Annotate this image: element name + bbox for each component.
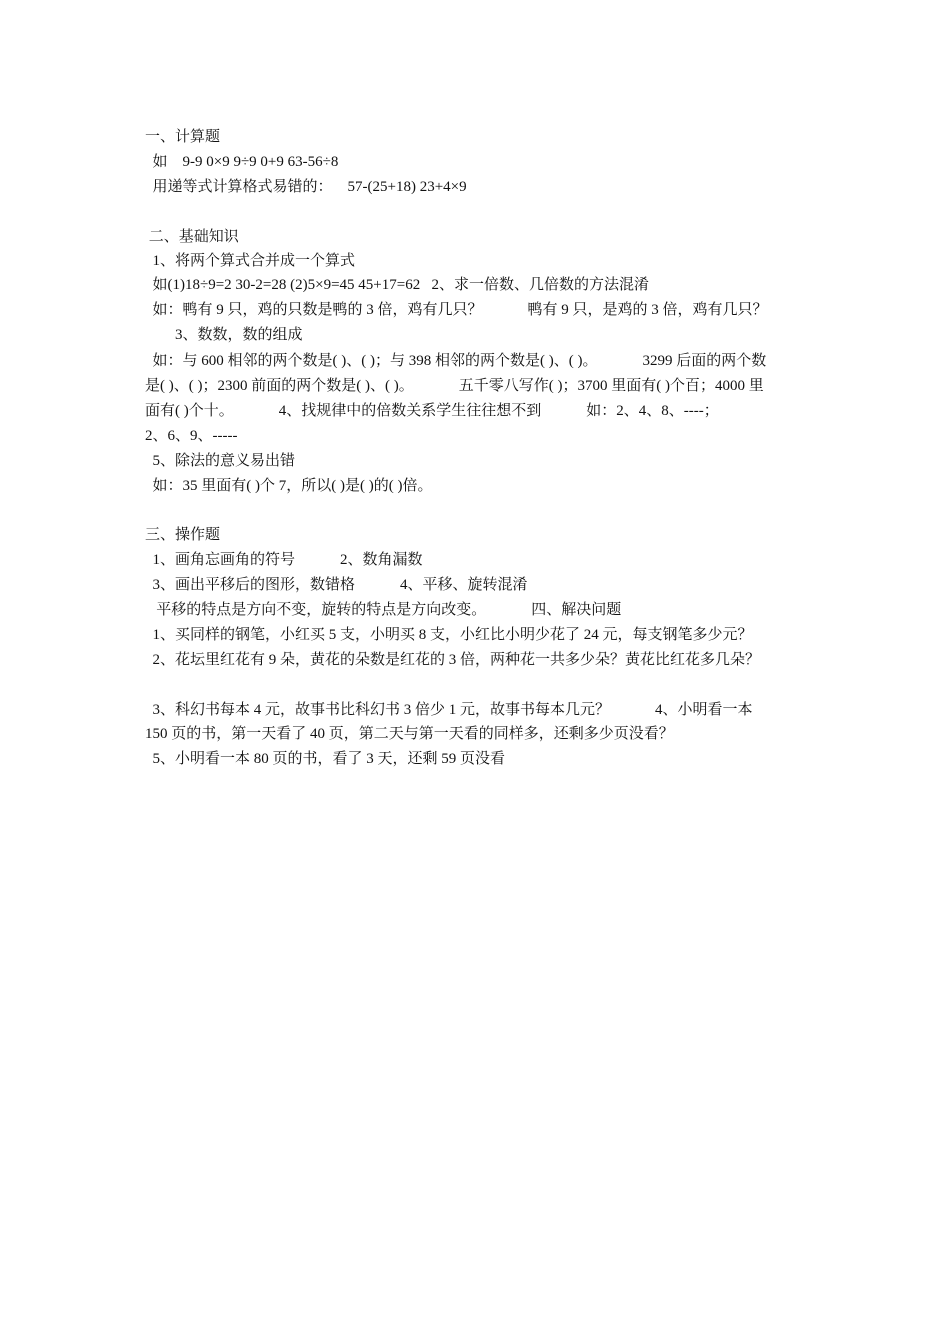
text-line: 5、小明看一本 80 页的书，看了 3 天，还剩 59 页没看 bbox=[145, 751, 506, 767]
text-line: 面有( )个十。 4、找规律中的倍数关系学生往往想不到 如：2、4、8、----； bbox=[145, 403, 719, 419]
section-heading-operation: 三、操作题 bbox=[145, 527, 221, 543]
section-heading-calculation: 一、计算题 bbox=[145, 129, 221, 145]
text-line: 如(1)18÷9=2 30-2=28 (2)5×9=45 45+17=62 2、求一倍数、几倍数的方法混淆 bbox=[145, 277, 649, 293]
text-line: 3、科幻书每本 4 元，故事书比科幻书 3 倍少 1 元，故事书每本几元？ 4、小明看一本 bbox=[145, 702, 753, 718]
text-line: 3、画出平移后的图形，数错格 4、平移、旋转混淆 bbox=[145, 577, 528, 593]
text-line: 如 9-9 0×9 9÷9 0+9 63-56÷8 bbox=[145, 154, 339, 170]
text-line: 3、数数，数的组成 bbox=[145, 327, 303, 343]
text-line: 1、将两个算式合并成一个算式 bbox=[145, 253, 356, 269]
text-line: 用递等式计算格式易错的： 57-(25+18) 23+4×9 bbox=[145, 179, 467, 195]
text-line: 是( )、( )；2300 前面的两个数是( )、( )。 五千零八写作( )；3700 里面有( )个百；4000 里 bbox=[145, 378, 764, 394]
section-heading-basic-knowledge: 二、基础知识 bbox=[145, 229, 239, 245]
text-line: 2、花坛里红花有 9 朵，黄花的朵数是红花的 3 倍，两种花一共多少朵？黄花比红花多几朵？ bbox=[145, 652, 761, 668]
text-line: 如：与 600 相邻的两个数是( )、( )；与 398 相邻的两个数是( )、( )。 3299 后面的两个数 bbox=[145, 353, 767, 369]
text-line: 1、画角忘画角的符号 2、数角漏数 bbox=[145, 552, 423, 568]
text-line: 如：鸭有 9 只，鸡的只数是鸭的 3 倍，鸡有几只？ 鸭有 9 只，是鸡的 3 倍，鸡有几只？ bbox=[145, 302, 768, 318]
text-line: 2、6、9、----- bbox=[145, 428, 238, 444]
text-line: 1、买同样的钢笔，小红买 5 支，小明买 8 支，小红比小明少花了 24 元，每支钢笔多少元？ bbox=[145, 627, 753, 643]
text-line: 150 页的书，第一天看了 40 页，第二天与第一天看的同样多，还剩多少页没看？ bbox=[145, 726, 674, 742]
text-line: 5、除法的意义易出错 bbox=[145, 453, 296, 469]
text-line: 如：35 里面有( )个 7，所以( )是( )的( )倍。 bbox=[145, 478, 433, 494]
text-line: 平移的特点是方向不变，旋转的特点是方向改变。 四、解决问题 bbox=[145, 602, 622, 618]
